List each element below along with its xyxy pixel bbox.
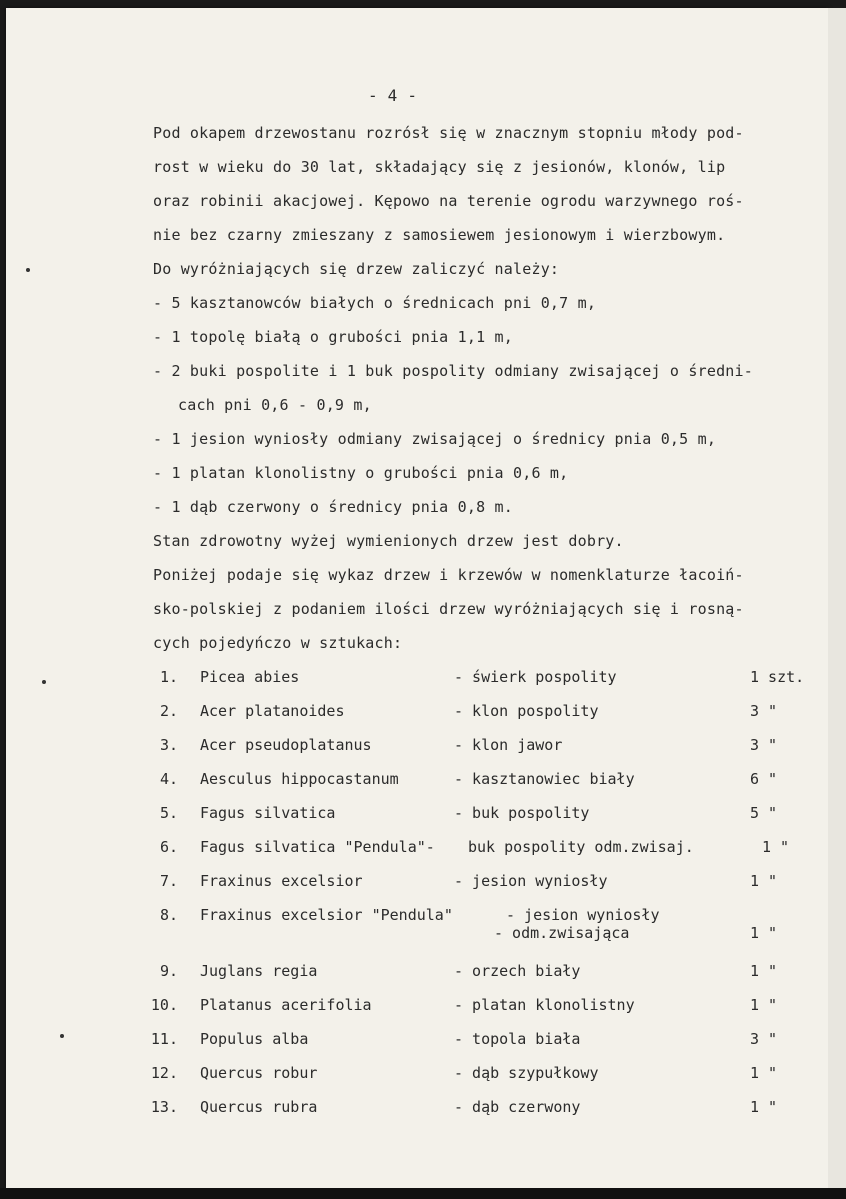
list-item: - 1 dąb czerwony o średnicy pnia 0,8 m. <box>153 498 513 516</box>
polish-name: - dąb szypułkowy <box>454 1064 599 1082</box>
quantity: 1 " <box>750 924 778 942</box>
quantity: 1 " <box>750 1064 778 1082</box>
latin-name: Quercus robur <box>200 1064 318 1082</box>
quantity: 1 szt. <box>750 668 805 686</box>
row-number: 7. <box>159 872 178 890</box>
list-item: - 1 jesion wyniosły odmiany zwisającej o średnicy pnia 0,5 m, <box>153 430 717 448</box>
paragraph-line: rost w wieku do 30 lat, składający się z jesionów, klonów, lip <box>153 158 726 176</box>
list-item-continuation: cach pni 0,6 - 0,9 m, <box>178 396 372 414</box>
paragraph-line: Do wyróżniających się drzew zaliczyć należy: <box>153 260 560 278</box>
quantity: 3 " <box>750 702 778 720</box>
latin-name: Fagus silvatica <box>200 804 336 822</box>
polish-name: - orzech biały <box>454 962 581 980</box>
quantity: 3 " <box>750 1030 778 1048</box>
polish-name: - dąb czerwony <box>454 1098 581 1116</box>
row-number: 6. <box>159 838 178 856</box>
row-number: 4. <box>159 770 178 788</box>
document-page <box>6 8 828 1188</box>
latin-name: Picea abies <box>200 668 300 686</box>
paragraph-line: oraz robinii akacjowej. Kępowo na terenie ogrodu warzywnego roś- <box>153 192 744 210</box>
paragraph-line: nie bez czarny zmieszany z samosiewem jesionowym i wierzbowym. <box>153 226 726 244</box>
latin-name: Populus alba <box>200 1030 309 1048</box>
polish-name: - świerk pospolity <box>454 668 617 686</box>
latin-name: Fagus silvatica "Pendula"- <box>200 838 435 856</box>
polish-name-continuation: - odm.zwisająca <box>494 924 630 942</box>
latin-name: Aesculus hippocastanum <box>200 770 399 788</box>
polish-name: - klon jawor <box>454 736 563 754</box>
row-number: 3. <box>159 736 178 754</box>
quantity: 5 " <box>750 804 778 822</box>
latin-name: Fraxinus excelsior "Pendula" <box>200 906 453 924</box>
polish-name: - jesion wyniosły <box>454 872 608 890</box>
latin-name: Juglans regia <box>200 962 318 980</box>
punch-mark <box>60 1034 64 1038</box>
punch-mark <box>26 268 30 272</box>
polish-name: - jesion wyniosły <box>506 906 660 924</box>
paragraph-line: Pod okapem drzewostanu rozrósł się w znacznym stopniu młody pod- <box>153 124 744 142</box>
list-item: - 1 topolę białą o grubości pnia 1,1 m, <box>153 328 513 346</box>
quantity: 1 " <box>750 962 778 980</box>
row-number: 5. <box>159 804 178 822</box>
polish-name: - kasztanowiec biały <box>454 770 635 788</box>
quantity: 1 " <box>750 872 778 890</box>
latin-name: Acer platanoides <box>200 702 345 720</box>
polish-name: - buk pospolity <box>454 804 590 822</box>
polish-name: - klon pospolity <box>454 702 599 720</box>
row-number: 9. <box>159 962 178 980</box>
page-number: - 4 - <box>368 86 418 105</box>
latin-name: Acer pseudoplatanus <box>200 736 372 754</box>
page-edge <box>828 8 846 1188</box>
row-number: 2. <box>159 702 178 720</box>
row-number: 1. <box>159 668 178 686</box>
quantity: 1 " <box>762 838 790 856</box>
quantity: 6 " <box>750 770 778 788</box>
polish-name: - topola biała <box>454 1030 581 1048</box>
row-number: 10. <box>150 996 178 1014</box>
paragraph-line: cych pojedyńczo w sztukach: <box>153 634 403 652</box>
paragraph-line: Stan zdrowotny wyżej wymienionych drzew jest dobry. <box>153 532 624 550</box>
quantity: 1 " <box>750 996 778 1014</box>
row-number: 8. <box>159 906 178 924</box>
latin-name: Fraxinus excelsior <box>200 872 363 890</box>
latin-name: Quercus rubra <box>200 1098 318 1116</box>
row-number: 11. <box>150 1030 178 1048</box>
scan-border <box>0 1188 846 1199</box>
quantity: 3 " <box>750 736 778 754</box>
list-item: - 2 buki pospolite i 1 buk pospolity odmiany zwisającej o średni- <box>153 362 753 380</box>
polish-name: buk pospolity odm.zwisaj. <box>468 838 694 856</box>
row-number: 13. <box>150 1098 178 1116</box>
punch-mark <box>42 680 46 684</box>
list-item: - 5 kasztanowców białych o średnicach pni 0,7 m, <box>153 294 597 312</box>
polish-name: - platan klonolistny <box>454 996 635 1014</box>
list-item: - 1 platan klonolistny o grubości pnia 0,6 m, <box>153 464 569 482</box>
paragraph-line: sko-polskiej z podaniem ilości drzew wyróżniających się i rosną- <box>153 600 744 618</box>
paragraph-line: Poniżej podaje się wykaz drzew i krzewów w nomenklaturze łacoiń- <box>153 566 744 584</box>
latin-name: Platanus acerifolia <box>200 996 372 1014</box>
quantity: 1 " <box>750 1098 778 1116</box>
row-number: 12. <box>150 1064 178 1082</box>
